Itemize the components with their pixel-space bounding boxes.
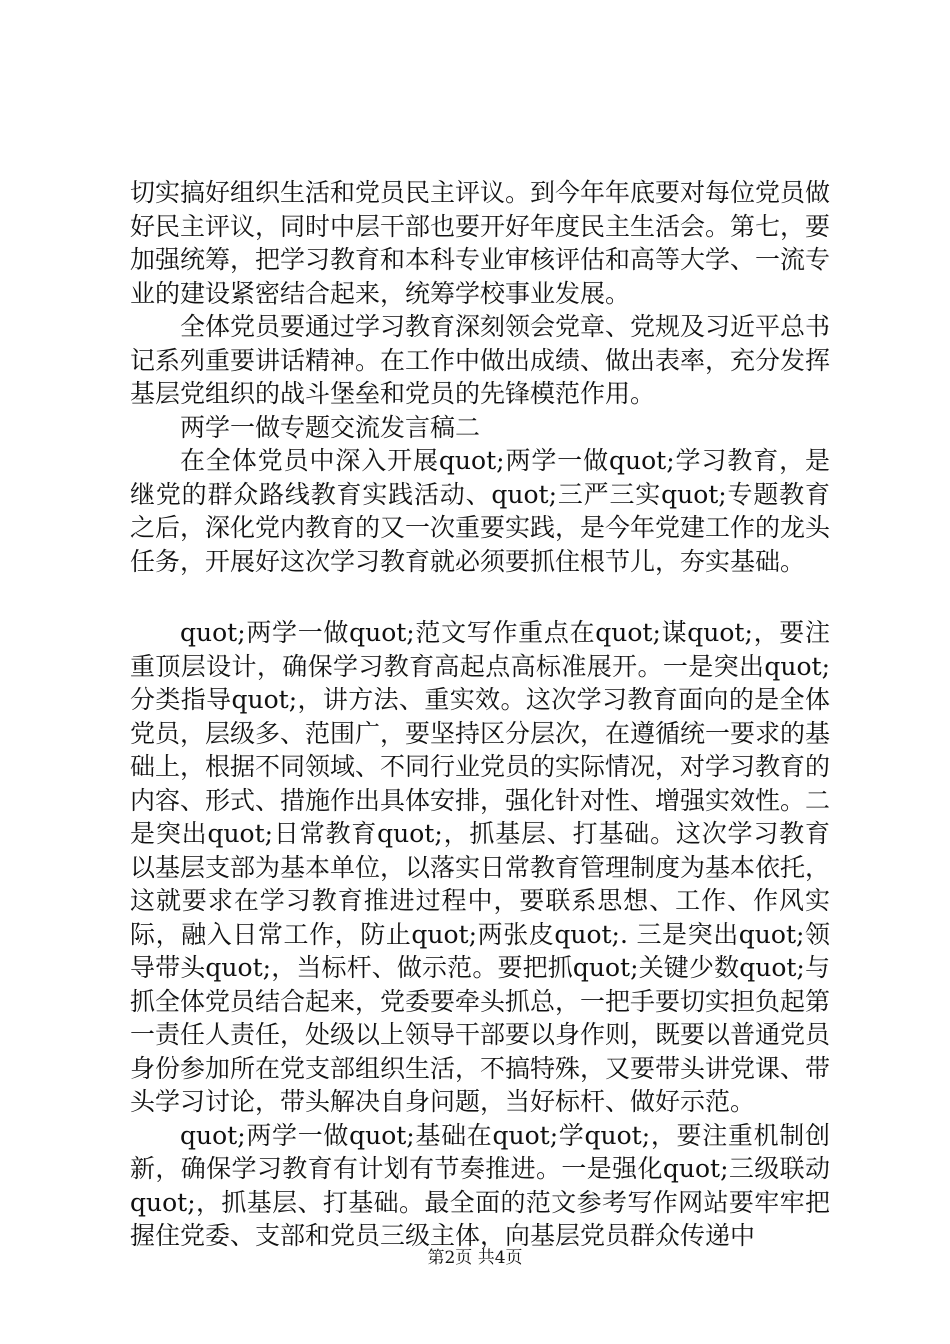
page-footer: 第2页 共4页 xyxy=(427,1248,523,1268)
paragraph-3: 在全体党员中深入开展quot;两学一做quot;学习教育，是继党的群众路线教育实践活动、quot;三严三实quot;专题教育之后，深化党内教育的又一次重要实践，是今年党建工作的龙头任务，开展好这次学习教育就必须要抓住根节儿，夯实基础。 xyxy=(130,446,831,576)
blank-line xyxy=(130,578,830,616)
paragraph-2: 全体党员要通过学习教育深刻领会党章、党规及习近平总书记系列重要讲话精神。在工作中做出成绩、做出表率，充分发挥基层党组织的战斗堡垒和党员的先锋模范作用。 xyxy=(130,312,831,408)
section-heading: 两学一做专题交流发言稿二 xyxy=(180,412,481,442)
paragraph-1: 切实搞好组织生活和党员民主评议。到今年年底要对每位党员做好民主评议，同时中层干部也要开好年度民主生活会。第七，要加强统筹，把学习教育和本科专业审核评估和高等大学、一流专业的建设紧密结合起来，统筹学校事业发展。 xyxy=(130,178,831,308)
paragraph-4: quot;两学一做quot;范文写作重点在quot;谋quot;，要注重顶层设计，确保学习教育高起点高标准展开。一是突出quot;分类指导quot;，讲方法、重实效。这次学习教育面向的是全体党员，层级多、范围广，要坚持区分层次，在遵循统一要求的基础上，根据不同领域、不同行业党员的实际情况，对学习教育的内容、形式、措施作出具体安排，强化针对性、增强实效性。二是突出quot;日常教育quot;，抓基层、打基础。这次学习教育以基层支部为基本单位，以落实日常教育管理制度为基本依托，这就要求在学习教育推进过程中，要联系思想、工作、作风实际，融入日常工作，防止quot;两张皮quot;. 三是突出quot;领导带头quot;，当标杆、做示范。要把抓quot;关键少数quot;与抓全体党员结合起来，党委要牵头抓总，一把手要切实担负起第一责任人责任，处级以上领导干部要以身作则，既要以普通党员身份参加所在党支部组织生活，不搞特殊，又要带头讲党课、带头学习讨论，带头解决自身问题，当好标杆、做好示范。 xyxy=(130,618,831,1116)
paragraph-5: quot;两学一做quot;基础在quot;学quot;，要注重机制创新，确保学习教育有计划有节奏推进。一是强化quot;三级联动quot;，抓基层、打基础。最全面的范文参考写作网站要牢牢把握住党委、支部和党员三级主体，向基层党员群众传递中 xyxy=(130,1120,830,1250)
document-body xyxy=(130,176,830,1253)
